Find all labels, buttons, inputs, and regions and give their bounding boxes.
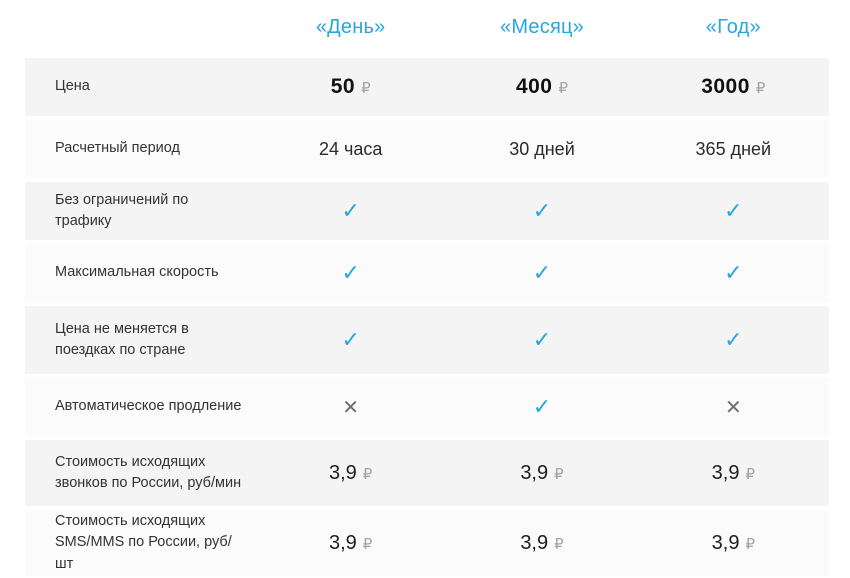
ruble-icon: ₽ — [745, 534, 755, 553]
price-number: 400 — [515, 75, 553, 98]
ruble-icon: ₽ — [558, 79, 569, 97]
check-icon: ✓ — [532, 327, 552, 353]
table-header-row — [25, 0, 829, 54]
check-icon: ✓ — [532, 260, 552, 286]
check-icon: ✓ — [724, 327, 743, 353]
price-value-day — [255, 75, 446, 99]
check-icon: ✓ — [341, 327, 360, 353]
table-row-period — [25, 120, 829, 178]
table-row-sms-cost: Стоимость исходящих SMS/MMS по России, руб/шт 3,9 ₽ 3,9 ₽ 3,9 ₽ — [25, 510, 829, 576]
column-header-day: «День» — [315, 15, 386, 38]
row-label: Цена — [55, 78, 90, 95]
check-icon: ✓ — [532, 394, 552, 420]
row-label: Расчетный период — [55, 140, 180, 157]
table-row-calls-cost: Стоимость исходящих звонков по России, руб/мин 3,9 ₽ 3,9 ₽ 3,9 ₽ — [25, 440, 829, 506]
table-row-price — [25, 58, 829, 116]
tariff-comparison-table — [25, 0, 829, 576]
price-value-year — [638, 75, 829, 99]
row-label: Стоимость исходящих SMS/MMS по России, руб/шт — [55, 513, 232, 572]
table-row-auto-renewal — [25, 378, 829, 436]
check-icon: ✓ — [724, 198, 743, 224]
ruble-icon: ₽ — [554, 534, 564, 553]
cross-icon: ✕ — [724, 395, 742, 419]
table-row-max-speed — [25, 244, 829, 302]
row-label: Автоматическое продление — [55, 398, 242, 415]
ruble-icon: ₽ — [361, 79, 371, 97]
ruble-icon: ₽ — [554, 464, 564, 483]
row-label: Цена не меняется в поездках по стране — [55, 320, 189, 358]
ruble-icon: ₽ — [745, 464, 755, 483]
period-value-day: 24 часа — [318, 138, 383, 159]
check-icon: ✓ — [341, 198, 360, 224]
check-icon: ✓ — [532, 198, 552, 224]
table-row-roaming-price — [25, 306, 829, 374]
period-value-year: 365 дней — [695, 138, 772, 159]
cross-icon: ✕ — [342, 395, 360, 419]
price-number: 3000 — [701, 75, 750, 98]
ruble-icon: ₽ — [755, 79, 766, 97]
price-value-month — [446, 75, 637, 99]
ruble-icon: ₽ — [362, 464, 373, 483]
period-value-month: 30 дней — [509, 138, 575, 159]
ruble-icon: ₽ — [362, 534, 373, 553]
row-label: Максимальная скорость — [55, 264, 219, 281]
column-header-year: «Год» — [705, 15, 761, 38]
column-header-month: «Месяц» — [500, 15, 584, 38]
row-label: Стоимость исходящих звонков по России, руб/мин — [55, 453, 242, 491]
check-icon: ✓ — [341, 260, 360, 286]
check-icon: ✓ — [724, 260, 743, 286]
price-number: 50 — [330, 75, 356, 98]
table-row-unlimited-traffic — [25, 182, 829, 240]
row-label: Без ограничений по трафику — [55, 191, 189, 229]
